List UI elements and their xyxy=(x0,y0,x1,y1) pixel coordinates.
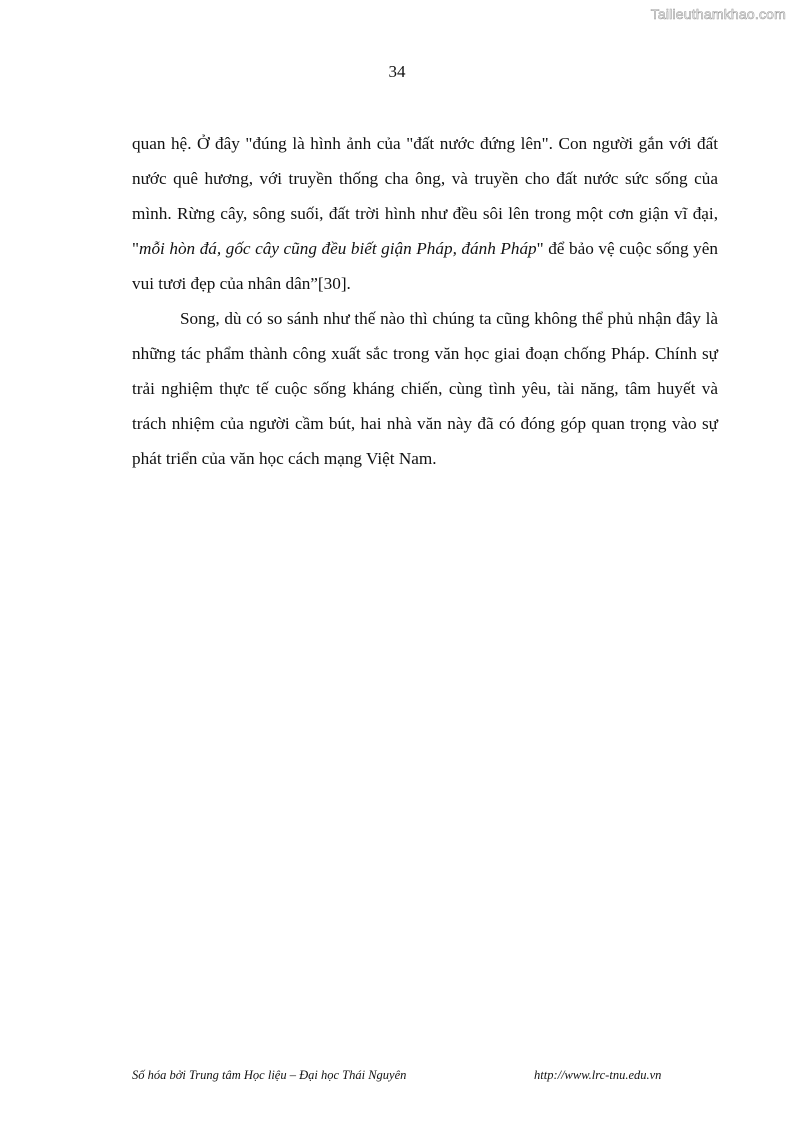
paragraph-continued xyxy=(132,126,718,301)
italic-quote: mỗi hòn đá, gốc cây cũng đều biết giận Pháp, đánh Pháp xyxy=(139,239,537,258)
paragraph-1-text-start: quan hệ. Ở đây "đúng là hình ảnh của "đất nước đứng lên". Con người gắn với đất nước quê hương, với truyền thống cha ông, và truyền cho đất nước sức sống của mình. Rừng cây, sông suối, đất trời hình như đều sôi lên trong một cơn giận vĩ đại, " xyxy=(132,134,718,258)
body-text xyxy=(132,126,718,476)
paragraph-2: Song, dù có so sánh như thế nào thì chúng ta cũng không thể phủ nhận đây là những tác phẩm thành công xuất sắc trong văn học giai đoạn chống Pháp. Chính sự trải nghiệm thực tế cuộc sống kháng chiến, cùng tình yêu, tài năng, tâm huyết và trách nhiệm của người cầm bút, hai nhà văn này đã có đóng góp quan trọng vào sự phát triển của văn học cách mạng Việt Nam. xyxy=(132,309,718,468)
footer-source: Số hóa bởi Trung tâm Học liệu – Đại học Thái Nguyên xyxy=(132,1068,407,1082)
footer-url[interactable]: http://www.lrc-tnu.edu.vn xyxy=(534,1068,662,1082)
watermark: Tailieuthamkhao.com xyxy=(650,6,786,22)
page-number: 34 xyxy=(388,62,406,81)
paragraph-1-text-end: " để bảo vệ cuộc sống yên vui tươi đẹp của nhân dân”[30]. xyxy=(132,239,718,293)
